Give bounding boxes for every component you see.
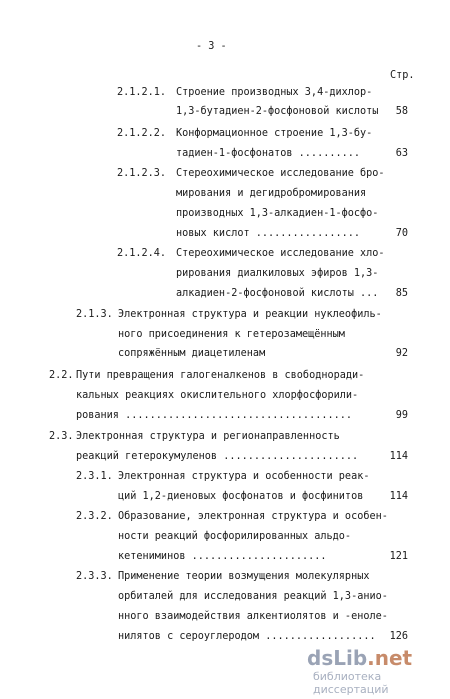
watermark-logo [307,647,412,669]
toc-page-number: 85 [395,288,408,299]
toc-number: 2.1.2.3. [117,168,167,179]
toc-title-line: Конформационное строение 1,3-бу- [176,128,373,139]
page-column-label: Стр. [390,70,415,81]
toc-page-number: 126 [389,631,408,642]
toc-page-number: 114 [389,491,408,502]
toc-title-line: алкадиен-2-фосфоновой кислоты ... [176,288,379,299]
toc-page-number: 121 [389,551,408,562]
toc-title-line: нного взаимодействия алкентиолятов и -еноле- [118,611,388,622]
toc-page-number: 114 [389,451,408,462]
toc-title-line: сопряжённым диацетиленам [118,348,266,359]
toc-number: 2.1.2.2. [117,128,167,139]
toc-page-number: 99 [395,410,408,421]
toc-title-line: Пути превращения галогеналкенов в свободноради- [76,370,365,381]
toc-number: 2.1.2.1. [117,87,167,98]
toc-title-line: ций 1,2-диеновых фосфонатов и фосфинитов [118,491,364,502]
toc-number: 2.1.2.4. [117,248,167,259]
watermark-subtitle: библиотека диссертаций [313,670,389,696]
toc-number: 2.1.3. [76,309,113,320]
toc-number: 2.3.2. [76,511,113,522]
toc-title-line: Электронная структура и особенности реак- [118,471,370,482]
watermark-logo-main: dsLib [307,646,368,670]
toc-page-number: 63 [395,148,408,159]
toc-title-line: Строение производных 3,4-дихлор- [176,87,373,98]
watermark-logo-accent: .net [367,646,413,670]
toc-page-number: 58 [395,106,408,117]
toc-title-line: рирования диалкиловых эфиров 1,3- [176,268,379,279]
toc-title-line: кетениминов ...................... [118,551,327,562]
toc-title-line: Применение теории возмущения молекулярных [118,571,370,582]
toc-number: 2.3. [49,431,74,442]
page-number: - 3 - [196,41,227,52]
toc-number: 2.3.3. [76,571,113,582]
toc-title-line: производных 1,3-алкадиен-1-фосфо- [176,208,379,219]
toc-number: 2.3.1. [76,471,113,482]
toc-title-line: Образование, электронная структура и особен- [118,511,388,522]
toc-page-number: 92 [395,348,408,359]
toc-title-line: Электронная структура и реакции нуклеофиль- [118,309,382,320]
toc-title-line: Электронная структура и регионаправленность [76,431,340,442]
toc-page-number: 70 [395,228,408,239]
toc-title-line: тадиен-1-фосфонатов .......... [176,148,361,159]
toc-title-line: мирования и дегидробромирования [176,188,367,199]
toc-title-line: Стереохимическое исследование хло- [176,248,385,259]
toc-title-line: реакций гетерокумуленов ...................... [76,451,359,462]
toc-title-line: ности реакций фосфорилированных альдо- [118,531,352,542]
toc-title-line: ного присоединения к гетерозамещённым [118,329,345,340]
toc-title-line: 1,3-бутадиен-2-фосфоновой кислоты [176,106,379,117]
toc-title-line: орбиталей для исследования реакций 1,3-анио- [118,591,388,602]
toc-title-line: новых кислот ................. [176,228,361,239]
toc-title-line: кальных реакциях окислительного хлорфосфорили- [76,390,359,401]
toc-number: 2.2. [49,370,74,381]
toc-title-line: Стереохимическое исследование бро- [176,168,385,179]
toc-title-line: нилятов с сероуглеродом .................. [118,631,376,642]
toc-title-line: рования ..................................... [76,410,353,421]
